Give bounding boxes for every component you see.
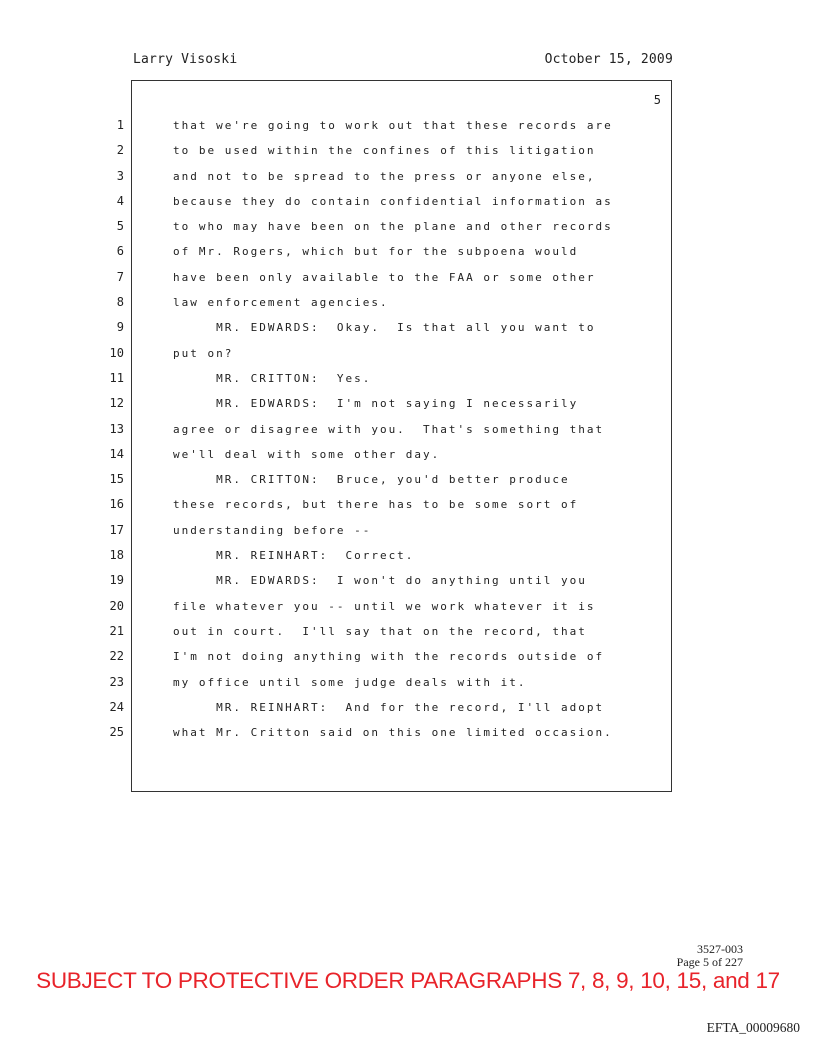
line-number: 17: [109, 522, 124, 537]
line-number: 10: [109, 345, 124, 360]
deponent-name: Larry Visoski: [133, 52, 238, 67]
transcript-line: and not to be spread to the press or anyone else,: [173, 169, 596, 183]
line-number: 7: [116, 269, 124, 284]
transcript-line: MR. EDWARDS: I'm not saying I necessarily: [173, 397, 579, 411]
efta-number: EFTA_00009680: [706, 1020, 800, 1035]
line-number: 9: [116, 320, 124, 335]
line-number: 16: [109, 497, 124, 512]
line-number: 12: [109, 396, 124, 411]
transcript-line: agree or disagree with you. That's something that: [173, 422, 605, 436]
transcript-line: to who may have been on the plane and other records: [173, 220, 613, 234]
line-number: 23: [109, 674, 124, 689]
line-number: 21: [109, 623, 124, 638]
transcript-line: put on?: [173, 346, 234, 360]
transcript-line: MR. EDWARDS: Okay. Is that all you want to: [173, 321, 596, 335]
line-number: 18: [109, 548, 124, 563]
line-number: 19: [109, 573, 124, 588]
transcript-line: I'm not doing anything with the records outside of: [173, 650, 605, 664]
deposition-date: October 15, 2009: [544, 52, 673, 67]
transcript-line: understanding before --: [173, 523, 372, 537]
line-number: 20: [109, 598, 124, 613]
transcript-line: file whatever you -- until we work whatever it is: [173, 599, 596, 613]
line-number: 2: [116, 143, 124, 158]
transcript-line: because they do contain confidential information as: [173, 194, 613, 208]
transcript-line: what Mr. Critton said on this one limited occasion.: [173, 726, 613, 740]
line-number-column: [96, 113, 124, 745]
line-number: 3: [116, 168, 124, 183]
line-number: 13: [109, 421, 124, 436]
transcript-line: to be used within the confines of this litigation: [173, 144, 596, 158]
line-number: 14: [109, 446, 124, 461]
transcript-line: that we're going to work out that these records are: [173, 119, 613, 132]
transcript-line: of Mr. Rogers, which but for the subpoena would: [173, 245, 579, 259]
transcript-line: we'll deal with some other day.: [173, 447, 441, 461]
bates-code: 3527-003: [697, 942, 743, 956]
line-number: 8: [116, 295, 124, 310]
line-number: 24: [109, 699, 124, 714]
transcript-line: MR. EDWARDS: I won't do anything until you: [173, 574, 587, 588]
line-number: 4: [116, 193, 124, 208]
transcript-line: MR. CRITTON: Yes.: [173, 371, 372, 385]
line-number: 11: [109, 370, 124, 385]
transcript-page-number: 5: [653, 93, 661, 107]
transcript-line: these records, but there has to be some sort of: [173, 498, 579, 512]
line-number: 25: [109, 725, 124, 740]
transcript-line: my office until some judge deals with it.: [173, 675, 527, 689]
transcript-line: law enforcement agencies.: [173, 296, 389, 310]
transcript-line: MR. REINHART: And for the record, I'll adopt: [173, 700, 605, 714]
transcript-line: MR. CRITTON: Bruce, you'd better produce: [173, 473, 570, 487]
line-number: 1: [116, 118, 124, 132]
line-number: 22: [109, 649, 124, 664]
protective-order-notice: SUBJECT TO PROTECTIVE ORDER PARAGRAPHS 7, 8, 9, 10, 15, and 17: [36, 968, 780, 993]
transcript-line: have been only available to the FAA or some other: [173, 270, 596, 284]
transcript-line: out in court. I'll say that on the record, that: [173, 624, 587, 638]
transcript-text: [173, 113, 669, 745]
page-count: Page 5 of 227: [676, 955, 743, 969]
transcript-line: MR. REINHART: Correct.: [173, 549, 415, 563]
line-number: 5: [116, 219, 124, 234]
line-number: 15: [109, 472, 124, 487]
line-number: 6: [116, 244, 124, 259]
